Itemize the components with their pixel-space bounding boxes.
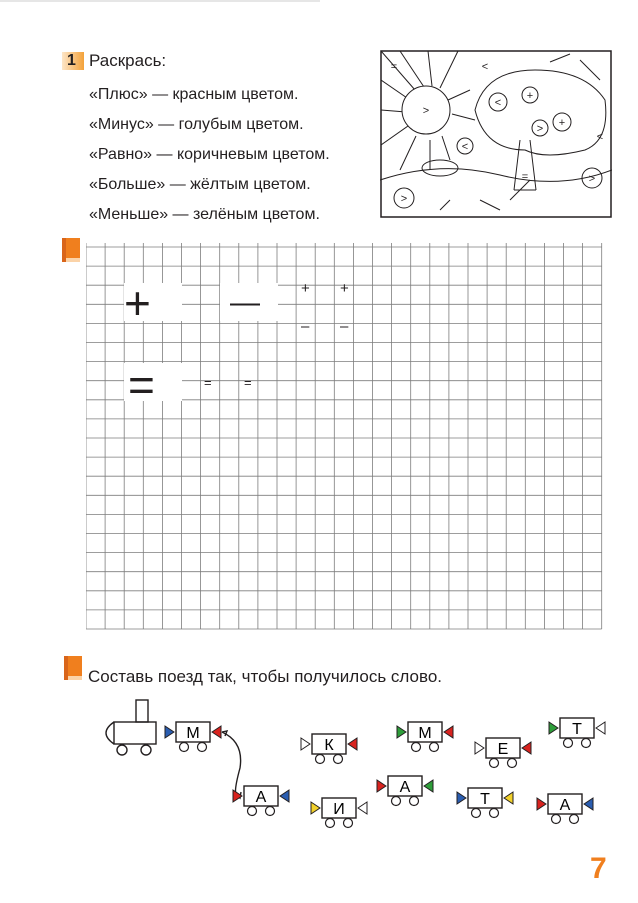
top-rule [0,0,320,2]
wagon [165,722,221,752]
task-title: Раскрась: [89,51,167,70]
svg-text:+: + [526,90,534,102]
equals-small: = [204,375,212,390]
instruction-equals: «Равно» — коричневым цветом. [89,146,330,163]
wagon [311,798,367,828]
instruction-plus: «Плюс» — красным цветом. [89,86,299,103]
wagon-letter: М [186,725,200,742]
svg-text:<: < [461,141,469,153]
wagon-letter: М [418,725,432,742]
svg-text:<: < [481,61,489,73]
wagon [549,718,605,748]
wagon [397,722,453,752]
wagon [457,788,513,818]
svg-text:<: < [494,97,502,109]
minus-small: – [301,318,310,335]
task-train-title: Составь поезд так, чтобы получилось слово. [88,667,443,686]
wagon-letter: Е [497,741,509,758]
plus-small: + [301,280,310,297]
wagon [377,776,433,806]
wagon [233,786,289,816]
minus-small: – [340,318,349,335]
svg-text:>: > [422,105,430,117]
svg-text:=: = [521,171,529,183]
wagon-letter: К [324,737,334,754]
plus-sample: + [124,277,151,329]
wagon [301,734,357,764]
svg-text:>: > [536,123,544,135]
svg-text:>: > [400,193,408,205]
wagon [537,794,593,824]
wagon [475,738,531,768]
instruction-greater: «Больше» — жёлтым цветом. [89,176,311,193]
svg-text:=: = [390,61,398,73]
minus-sample: — [230,286,260,319]
svg-text:<: < [596,131,604,143]
page-number: 7 [590,852,607,885]
instruction-less: «Меньше» — зелёным цветом. [89,206,320,223]
coloring-picture [380,50,612,218]
wagon-letter: А [559,797,571,814]
wagon-letter: А [399,779,411,796]
wagon-letter: И [333,801,345,818]
notebook-icon [62,654,84,682]
wagon-letter: Т [572,721,582,738]
train-wagons [0,690,638,840]
svg-text:+: + [558,117,566,129]
notebook-icon [60,236,82,264]
plus-small: + [340,280,349,297]
equals-small: = [244,375,252,390]
svg-text:>: > [588,173,596,185]
equals-sample: = [128,359,155,411]
practice-grid [86,243,612,641]
wagon-letter: А [255,789,267,806]
wagon-letter: Т [480,791,490,808]
instruction-minus: «Минус» — голубым цветом. [89,116,304,133]
task-number: 1 [67,52,76,69]
